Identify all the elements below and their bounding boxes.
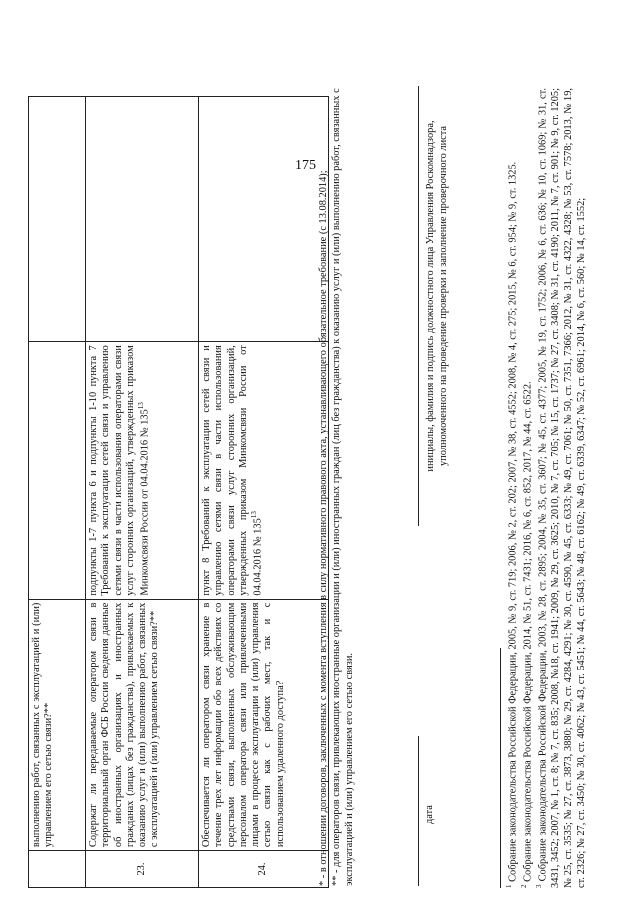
footnote-text: Собрание законодательства Российской Федерации, 2005, № 9, ст. 719; 2006, № 2, ст. 202; 2007, № 38, ст. 4552; 2008, № 4, ст. 275; 2015, № 6, ст. 954; № 9, ст. 1325.: [507, 161, 519, 882]
footnote-text: Собрание законодательства Российской Федерации, 2003, № 28, ст. 2895; 2004, № 35, ст. 3607; № 45, ст. 4377; 2005, № 19, ст. 1752; 2006, № 6, ст. 636; № 10, ст. 1069; № 31, ст. 3431, 3452; 2007, № 1, ст. 8; № 7, ст. 835; 2008, №18, ст. 1941; 2009, № 29, ст. 3625; 2010, № 7, ст. 705; № 15, ст. 1737; № 27, ст. 3408; № 31, ст. 4190; 2011, № 7, ст. 901; № 9, ст. 1205; № 25, ст. 3535; № 27, ст. 3873, 3880; № 29, ст. 4284, 4291; № 30, ст. 4590, № 45, ст. 6333; № 49, ст. 7061; № 50, ст. 7351, 7366; 2012, № 31, ст. 4322, 4328; № 53, ст. 7578; 2013, № 19, ст. 2326; № 27, ст. 3450; № 30, ст. 4062; № 43, ст. 5451; № 44, ст. 5643; № 48, ст. 6162; № 49, ст. 6339, 6347; № 52, ст. 6961; 2014, № 6, ст. 560; № 14, ст. 1552;: [537, 88, 587, 888]
table-row: [86, 97, 199, 888]
row-number: 23.: [86, 851, 199, 888]
footnote-ref: 13: [250, 511, 259, 519]
answer-cell: [29, 97, 86, 342]
footnote-separator: [500, 648, 501, 888]
footnote-mark: 3: [535, 884, 544, 888]
answer-cell: [199, 97, 329, 342]
question-cell: Обеспечивается ли оператором связи хранение в течение трех лет информации обо всех действиях со средствами связи, выполненных обслуживающим персоналом оператора связи или привлеченными лицами в процессе эксплуатации и (или) управления сетью связи как с рабочих мест, так и с использованием удаленного доступа?: [199, 599, 329, 850]
row-number: 24.: [199, 851, 329, 888]
date-line: [418, 736, 419, 886]
footnote-ref: 13: [137, 402, 146, 410]
table-row: [199, 97, 329, 888]
question-cell: выполнению работ, связанных с эксплуатацией и (или) управлением его сетью связи?**: [29, 599, 86, 850]
basis-cell: [29, 342, 86, 599]
table-row: [29, 97, 86, 888]
footnote-mark: 2: [520, 884, 529, 888]
checklist-table: [28, 96, 329, 888]
footnote: [505, 88, 520, 888]
note: * - в отношении договоров, заключенных с момента вступления в силу нормативного правового акта, устанавливающего обязательное требование (с 13.08.2014);: [318, 170, 329, 886]
notes: [318, 86, 357, 886]
signature-line: [418, 86, 419, 526]
footnote-text: Собрание законодательства Российской Федерации, 2014, № 51, ст. 7431; 2016, № 6, ст. 852, 2017, № 44, ст. 6522.: [522, 381, 534, 882]
signature-block: [418, 106, 488, 886]
note: ** - для операторов связи, привлекающих иностранные организации и (или) иностранных граждан (лиц без гражданства) к оказанию услуг и (или) выполнению работ, связанных с эксплуатацией и (или) управлением его сетью связи.: [331, 88, 355, 886]
footnote: [520, 88, 535, 888]
answer-cell: [86, 97, 199, 342]
question-cell: Содержат ли передаваемые оператором связи в территориальный орган ФСБ России сведения данные об иностранных организациях и иностранных гражданах (лицах без гражданства), привлекаемых к оказанию услуг и (или) выполнению работ, связанных с эксплуатацией и (или) управлением сетью связи?**: [86, 599, 199, 850]
basis-cell: [199, 342, 329, 599]
basis-text: пункт 8 Требований к эксплуатации сетей связи и управлению сетями связи в части использования операторами связи услуг сторонних организаций, утвержденных приказом Минкомсвязи России от 04.04.2016 № 135: [201, 345, 264, 596]
footnote-mark: 1: [505, 884, 513, 888]
basis-text: подпункты 1-7 пункта 6 и подпункты 1-10 пункта 7 Требований к эксплуатации сетей связи и управлению сетями связи в части использования операторами связи услуг сторонних организаций, утвержденных приказом Минкомсвязи России от 04.04.2016 № 135: [88, 345, 151, 596]
row-number: [29, 851, 86, 888]
page-number: 175: [295, 158, 316, 173]
footnotes: [500, 88, 589, 888]
footnote: [535, 88, 588, 888]
basis-cell: [86, 342, 199, 599]
date-label: дата: [424, 805, 435, 824]
official-label: инициалы, фамилия и подпись должностного лица Управления Роскомнадзора, уполномоченного на проведение проверки и заполнение проверочного листа: [425, 120, 449, 472]
